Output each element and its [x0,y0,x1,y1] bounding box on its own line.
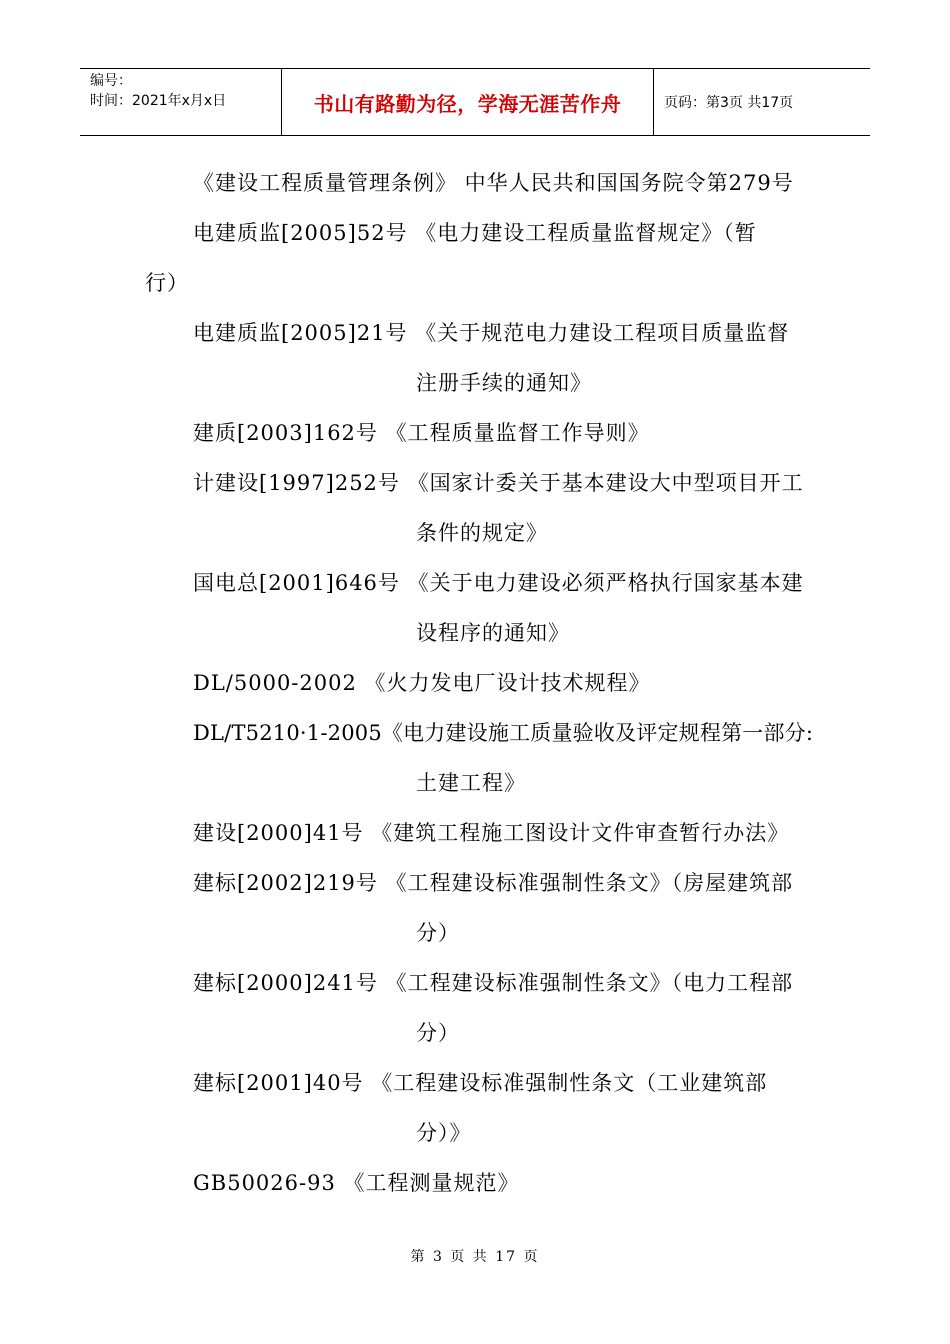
reference-line: 国电总[2001]646号 《关于电力建设必须严格执行国家基本建 [193,571,804,595]
reference-line: 建标[2002]219号 《工程建设标准强制性条文》（房屋建筑部 [193,871,794,895]
reference-line-continuation: 分）》 [416,1121,472,1145]
document-header [80,68,870,136]
reference-line: 建设[2000]41号 《建筑工程施工图设计文件审查暂行办法》 [193,821,790,845]
page-footer: 第 3 页 共 17 页 [410,1249,540,1265]
reference-line: 建质[2003]162号 《工程质量监督工作导则》 [193,421,650,445]
reference-line: 电建质监[2005]21号 《关于规范电力建设工程项目质量监督 [193,321,790,345]
header-page-info [654,69,870,135]
reference-line: 计建设[1997]252号 《国家计委关于基本建设大中型项目开工 [193,471,804,495]
reference-line: DL/5000-2002 《火力发电厂设计技术规程》 [193,671,651,695]
time-label: 时间：2021年x月x日 [90,93,227,109]
reference-line-continuation: 行） [145,271,189,295]
reference-line: 电建质监[2005]52号 《电力建设工程质量监督规定》（暂 [193,221,757,245]
reference-line: 建标[2001]40号 《工程建设标准强制性条文（工业建筑部 [193,1071,768,1095]
motto-text: 书山有路勤为径，学海无涯苦作舟 [313,91,622,116]
page-info-text: 页码：第3页 共17页 [664,95,794,111]
reference-line-continuation: 条件的规定》 [416,521,548,545]
reference-line-continuation: 设程序的通知》 [416,621,570,645]
reference-line-continuation: 土建工程》 [416,771,526,795]
reference-line-continuation: 注册手续的通知》 [416,371,592,395]
reference-line: 建标[2000]241号 《工程建设标准强制性条文》（电力工程部 [193,971,794,995]
reference-line-continuation: 分） [416,1021,460,1045]
reference-line: 《建设工程质量管理条例》 中华人民共和国国务院令第279号 [193,171,794,195]
number-label: 编号： [90,73,132,89]
header-motto-cell [282,69,654,135]
header-meta [80,69,282,135]
reference-line: GB50026-93 《工程测量规范》 [193,1171,520,1195]
reference-line: DL/T5210·1-2005《电力建设施工质量验收及评定规程第一部分: [193,721,814,745]
reference-line-continuation: 分） [416,921,460,945]
